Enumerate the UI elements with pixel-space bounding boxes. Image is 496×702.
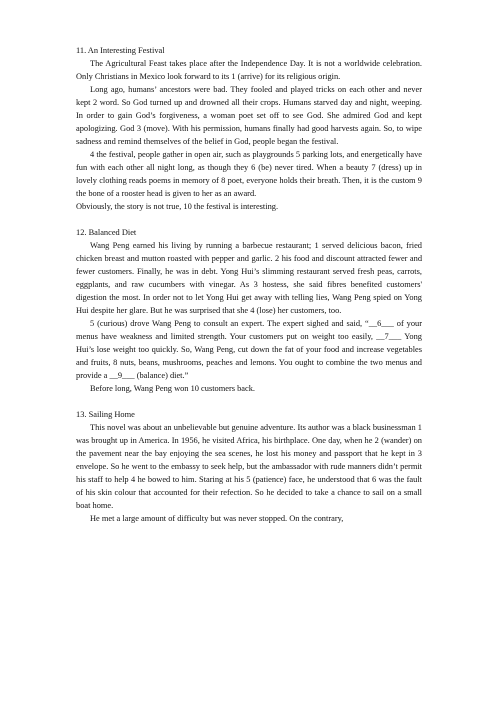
- paragraph: 5 (curious) drove Wang Peng to consult an expert. The expert sighed and said, “__6___ of your menus have weakness and limited strength. Your customers put on weight too easily, __7___ Yong Hui’s lose weight too quickly. So, Wang Peng, cut down the fat of your food and increase vegetables and fruits, 8 nuts, beans, mushrooms, peaches and lemons. You ought to combine the two menus and provide a __9___ (balance) diet.”: [76, 319, 422, 380]
- paragraph: Wang Peng earned his living by running a barbecue restaurant; 1 served delicious bacon, fried chicken breast and mutton roasted with pepper and garlic. 2 his food and discount attracted fewer and fewer customers. Finally, he was in debt. Yong Hui’s slimming restaurant served fresh peas, carrots, eggplants, and raw cucumbers with vinegar. As 3 hostess, she said fibres benefited customers' digestion the most. In order not to let Yong Hui get away with telling lies, Wang Peng spied on Yong Hui despite her glare. But he was surprised that she 4 (lose) her customers, too.: [76, 241, 422, 315]
- paragraph: Obviously, the story is not true, 10 the festival is interesting.: [76, 202, 279, 211]
- paragraph: He met a large amount of difficulty but was never stopped. On the contrary,: [90, 514, 344, 523]
- document-body: [76, 44, 422, 525]
- section-title: 13. Sailing Home: [76, 410, 135, 419]
- section-title: 12. Balanced Diet: [76, 228, 137, 237]
- paragraph: Before long, Wang Peng won 10 customers back.: [90, 384, 256, 393]
- section-spacer: [76, 395, 422, 408]
- paragraph: This novel was about an unbelievable but genuine adventure. Its author was a black businessman 1 was brought up in America. In 1956, he visited Africa, his birthplace. One day, when he 2 (wander) on the pavement near the bay enjoying the sea scenes, he lost his money and passport that he kept in 3 envelope. So he went to the embassy to seek help, but the ambassador with rude manners didn’t permit his staff to help 4 he bowed to him. Staring at his 5 (patience) face, he understood that 6 was the fault of his skin colour that accounted for their refection. So he decided to take a chance to sail on a small boat home.: [76, 423, 422, 510]
- section-title: 11. An Interesting Festival: [76, 46, 165, 55]
- section-spacer: [76, 213, 422, 226]
- paragraph: Long ago, humans’ ancestors were bad. They fooled and played tricks on each other and never kept 2 word. So God turned up and drowned all their crops. Humans starved day and night, weeping. In order to gain God’s forgiveness, a woman poet set off to see God. She admired God and kept apologizing. God 3 (move). With his permission, humans finally had good harvests again. So, to wipe sadness and remind themselves of the belief in God, people began the festival.: [76, 85, 422, 146]
- paragraph: The Agricultural Feast takes place after the Independence Day. It is not a worldwide celebration. Only Christians in Mexico look forward to its 1 (arrive) for its religious origin.: [76, 59, 422, 81]
- section-12: [76, 226, 422, 395]
- paragraph: 4 the festival, people gather in open air, such as playgrounds 5 parking lots, and energetically have fun with each other all night long, as though they 6 (be) never tired. When a beauty 7 (dress) up in lovely clothing reads poems in memory of 8 poet, everyone holds their breath. Then, it is the custom 9 the bone of a rooster head is given to her as an award.: [76, 150, 422, 198]
- section-13: [76, 408, 422, 525]
- section-11: [76, 44, 422, 213]
